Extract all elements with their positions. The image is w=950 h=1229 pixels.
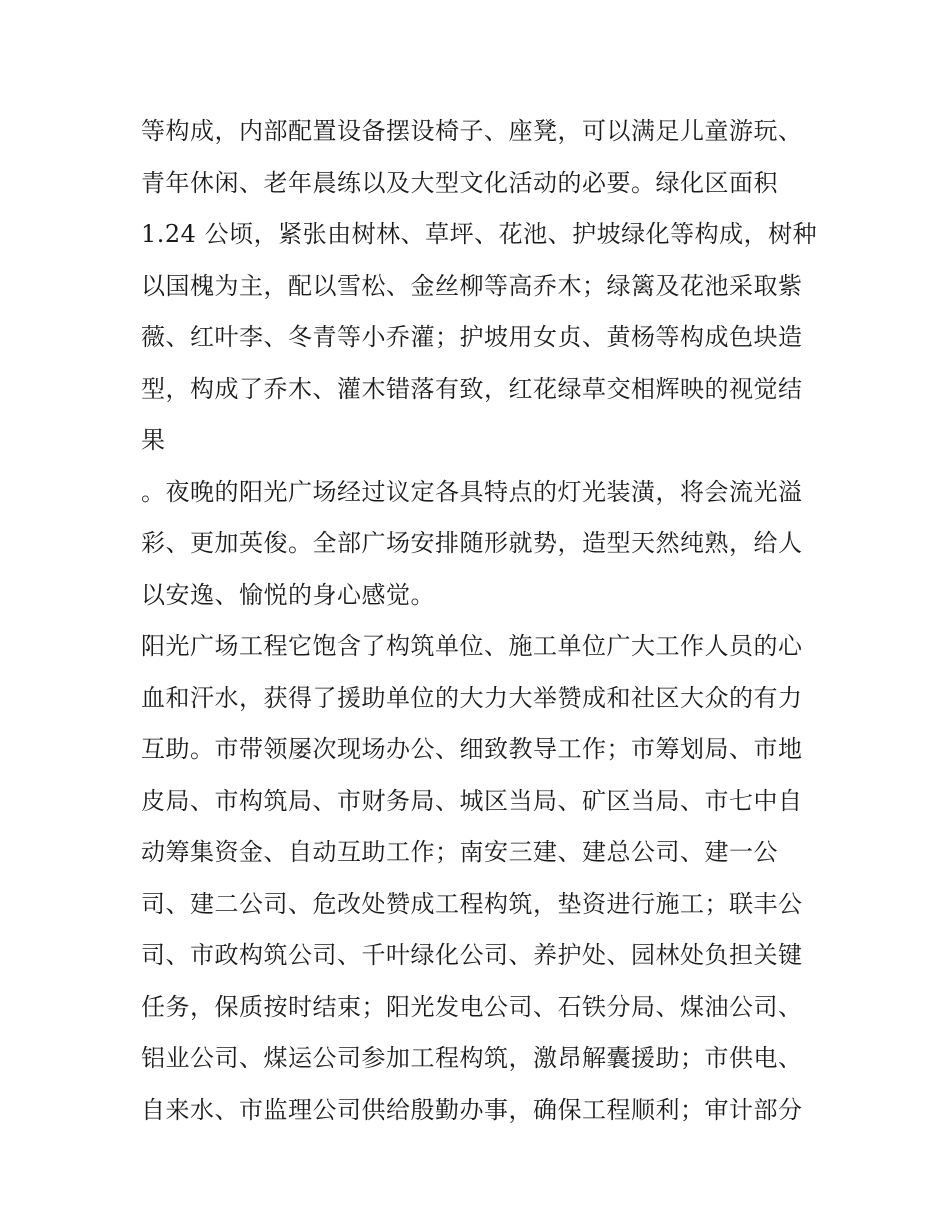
text-line: 薇、红叶李、冬青等小乔灌；护坡用女贞、黄杨等构成色块造 (141, 323, 803, 351)
text-line: 青年休闲、老年晨练以及大型文化活动的必要。绿化区面积 (141, 168, 778, 197)
text-line: 自来水、市监理公司供给殷勤办事，确保工程顺利；审计部分 (141, 1095, 803, 1124)
text-line: 司、建二公司、危改处赞成工程构筑，垫资进行施工；联丰公 (141, 889, 803, 918)
text-line: 动筹集资金、自动互助工作；南安三建、建总公司、建一公 (141, 838, 778, 866)
text-line: 铝业公司、煤运公司参加工程构筑，激昂解囊援助；市供电、 (141, 1044, 803, 1072)
text-line: 1.24 公顷，紧张由树林、草坪、花池、护坡绿化等构成，树种 (141, 220, 818, 248)
text-line: 阳光广场工程它饱含了构筑单位、施工单位广大工作人员的心 (141, 632, 803, 660)
text-line: 以国槐为主，配以雪松、金丝柳等高乔木；绿篱及花池采取紫 (141, 271, 803, 300)
text-line: 果 (141, 426, 166, 454)
text-line: 彩、更加英俊。全部广场安排随形就势，造型天然纯熟，给人 (141, 529, 803, 557)
body-text (141, 106, 821, 1136)
text-line: 司、市政构筑公司、千叶绿化公司、养护处、园林处负担关键 (141, 941, 803, 969)
text-line: 互助。市带领屡次现场办公、细致教导工作；市筹划局、市地 (141, 735, 803, 763)
text-line: 皮局、市构筑局、市财务局、城区当局、矿区当局、市七中自 (141, 786, 803, 815)
text-line: 以安逸、愉悦的身心感觉。 (141, 580, 435, 609)
text-line: 等构成，内部配置设备摆设椅子、座凳，可以满足儿童游玩、 (141, 117, 803, 145)
text-line: 型，构成了乔木、灌木错落有致，红花绿草交相辉映的视觉结 (141, 374, 803, 403)
text-line: 。夜晚的阳光广场经过议定各具特点的灯光装潢，将会流光溢 (141, 477, 803, 506)
text-line: 任务，保质按时结束；阳光发电公司、石铁分局、煤油公司、 (141, 992, 803, 1021)
text-line: 血和汗水，获得了援助单位的大力大举赞成和社区大众的有力 (141, 683, 803, 712)
